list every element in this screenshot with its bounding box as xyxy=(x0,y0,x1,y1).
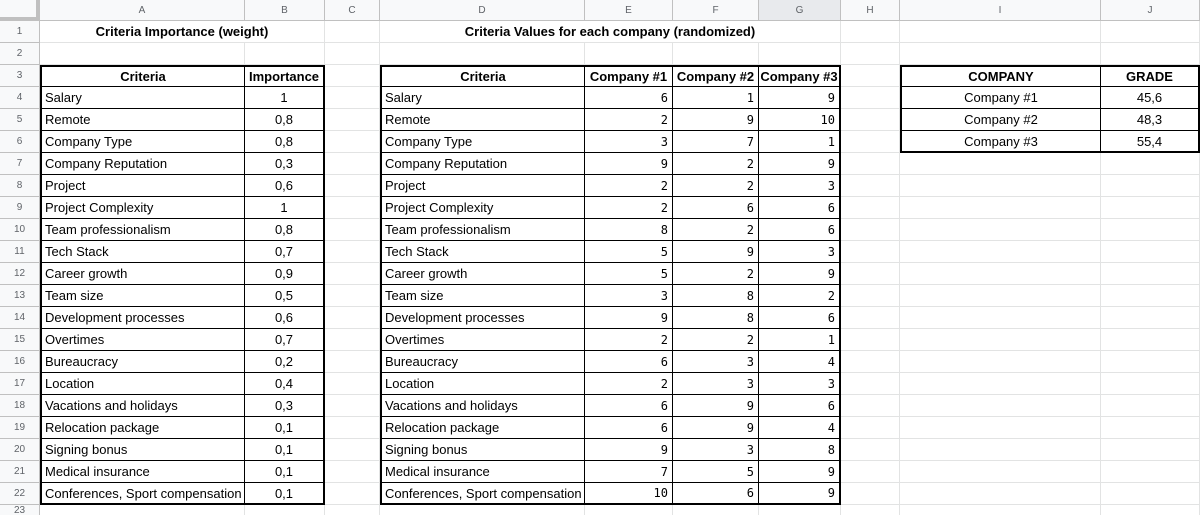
empty-cell[interactable] xyxy=(1101,153,1200,175)
values-criteria-cell[interactable]: Development processes xyxy=(380,307,585,329)
empty-cell[interactable] xyxy=(900,197,1101,219)
values-criteria-cell[interactable]: Project xyxy=(380,175,585,197)
company-2-value-cell[interactable]: 9 xyxy=(673,417,759,439)
importance-weight-cell[interactable]: 0,9 xyxy=(245,263,325,285)
company-3-value-cell[interactable]: 10 xyxy=(759,109,841,131)
column-header-c[interactable]: C xyxy=(325,0,380,21)
company-1-value-cell[interactable]: 6 xyxy=(585,351,673,373)
empty-cell[interactable] xyxy=(841,109,900,131)
empty-cell[interactable] xyxy=(1101,307,1200,329)
grade-company-cell[interactable]: Company #2 xyxy=(900,109,1101,131)
column-header-b[interactable]: B xyxy=(245,0,325,21)
importance-criteria-cell[interactable]: Career growth xyxy=(40,263,245,285)
values-criteria-cell[interactable]: Team professionalism xyxy=(380,219,585,241)
empty-cell[interactable] xyxy=(841,395,900,417)
importance-criteria-cell[interactable]: Bureaucracy xyxy=(40,351,245,373)
company-1-value-cell[interactable]: 6 xyxy=(585,87,673,109)
grade-company-cell[interactable]: Company #1 xyxy=(900,87,1101,109)
empty-cell[interactable] xyxy=(673,505,759,515)
company-2-value-cell[interactable]: 6 xyxy=(673,483,759,505)
company-3-value-cell[interactable]: 9 xyxy=(759,461,841,483)
values-header-criteria[interactable]: Criteria xyxy=(380,65,585,87)
company-2-value-cell[interactable]: 8 xyxy=(673,307,759,329)
column-header-d[interactable]: D xyxy=(380,0,585,21)
empty-cell[interactable] xyxy=(900,285,1101,307)
row-header-3[interactable]: 3 xyxy=(0,65,40,87)
importance-criteria-cell[interactable]: Project xyxy=(40,175,245,197)
company-2-value-cell[interactable]: 2 xyxy=(673,329,759,351)
importance-weight-cell[interactable]: 0,8 xyxy=(245,131,325,153)
company-1-value-cell[interactable]: 2 xyxy=(585,109,673,131)
importance-criteria-cell[interactable]: Conferences, Sport compensation xyxy=(40,483,245,505)
empty-cell[interactable] xyxy=(325,351,380,373)
company-2-value-cell[interactable]: 7 xyxy=(673,131,759,153)
empty-cell[interactable] xyxy=(841,21,900,43)
column-header-h[interactable]: H xyxy=(841,0,900,21)
importance-weight-cell[interactable]: 0,7 xyxy=(245,241,325,263)
row-header-23[interactable]: 23 xyxy=(0,505,40,515)
importance-weight-cell[interactable]: 0,6 xyxy=(245,307,325,329)
empty-cell[interactable] xyxy=(325,153,380,175)
empty-cell[interactable] xyxy=(841,373,900,395)
empty-cell[interactable] xyxy=(325,87,380,109)
importance-weight-cell[interactable]: 0,8 xyxy=(245,219,325,241)
company-2-value-cell[interactable]: 2 xyxy=(673,153,759,175)
empty-cell[interactable] xyxy=(1101,43,1200,65)
importance-weight-cell[interactable]: 0,3 xyxy=(245,153,325,175)
company-2-value-cell[interactable]: 2 xyxy=(673,219,759,241)
company-2-value-cell[interactable]: 9 xyxy=(673,395,759,417)
empty-cell[interactable] xyxy=(900,153,1101,175)
importance-weight-cell[interactable]: 0,7 xyxy=(245,329,325,351)
empty-cell[interactable] xyxy=(40,505,245,515)
values-criteria-cell[interactable]: Bureaucracy xyxy=(380,351,585,373)
empty-cell[interactable] xyxy=(1101,285,1200,307)
empty-cell[interactable] xyxy=(325,417,380,439)
grade-company-cell[interactable]: Company #3 xyxy=(900,131,1101,153)
importance-criteria-cell[interactable]: Team professionalism xyxy=(40,219,245,241)
company-3-value-cell[interactable]: 6 xyxy=(759,197,841,219)
empty-cell[interactable] xyxy=(841,153,900,175)
empty-cell[interactable] xyxy=(325,241,380,263)
values-criteria-cell[interactable]: Project Complexity xyxy=(380,197,585,219)
empty-cell[interactable] xyxy=(900,417,1101,439)
row-header-12[interactable]: 12 xyxy=(0,263,40,285)
empty-cell[interactable] xyxy=(1101,351,1200,373)
company-1-value-cell[interactable]: 8 xyxy=(585,219,673,241)
importance-weight-cell[interactable]: 0,1 xyxy=(245,439,325,461)
empty-cell[interactable] xyxy=(325,263,380,285)
empty-cell[interactable] xyxy=(841,175,900,197)
empty-cell[interactable] xyxy=(1101,219,1200,241)
row-header-11[interactable]: 11 xyxy=(0,241,40,263)
importance-weight-cell[interactable]: 0,5 xyxy=(245,285,325,307)
importance-header-criteria[interactable]: Criteria xyxy=(40,65,245,87)
empty-cell[interactable] xyxy=(380,505,585,515)
empty-cell[interactable] xyxy=(1101,373,1200,395)
company-2-value-cell[interactable]: 2 xyxy=(673,175,759,197)
empty-cell[interactable] xyxy=(325,461,380,483)
empty-cell[interactable] xyxy=(900,483,1101,505)
company-2-value-cell[interactable]: 3 xyxy=(673,351,759,373)
empty-cell[interactable] xyxy=(841,439,900,461)
grade-header-company[interactable]: COMPANY xyxy=(900,65,1101,87)
column-header-f[interactable]: F xyxy=(673,0,759,21)
empty-cell[interactable] xyxy=(900,505,1101,515)
empty-cell[interactable] xyxy=(900,461,1101,483)
company-3-value-cell[interactable]: 3 xyxy=(759,373,841,395)
empty-cell[interactable] xyxy=(900,263,1101,285)
company-1-value-cell[interactable]: 3 xyxy=(585,131,673,153)
company-1-value-cell[interactable]: 2 xyxy=(585,175,673,197)
values-criteria-cell[interactable]: Remote xyxy=(380,109,585,131)
empty-cell[interactable] xyxy=(325,175,380,197)
importance-criteria-cell[interactable]: Company Reputation xyxy=(40,153,245,175)
empty-cell[interactable] xyxy=(585,43,673,65)
empty-cell[interactable] xyxy=(1101,175,1200,197)
company-1-value-cell[interactable]: 2 xyxy=(585,197,673,219)
empty-cell[interactable] xyxy=(325,329,380,351)
row-header-9[interactable]: 9 xyxy=(0,197,40,219)
company-3-value-cell[interactable]: 9 xyxy=(759,263,841,285)
row-header-6[interactable]: 6 xyxy=(0,131,40,153)
importance-weight-cell[interactable]: 0,6 xyxy=(245,175,325,197)
column-header-a[interactable]: A xyxy=(40,0,245,21)
empty-cell[interactable] xyxy=(759,43,841,65)
row-header-1[interactable]: 1 xyxy=(0,21,40,43)
empty-cell[interactable] xyxy=(1101,483,1200,505)
column-header-j[interactable]: J xyxy=(1101,0,1200,21)
empty-cell[interactable] xyxy=(325,219,380,241)
company-2-value-cell[interactable]: 6 xyxy=(673,197,759,219)
empty-cell[interactable] xyxy=(841,285,900,307)
values-criteria-cell[interactable]: Location xyxy=(380,373,585,395)
company-3-value-cell[interactable]: 1 xyxy=(759,329,841,351)
empty-cell[interactable] xyxy=(841,87,900,109)
importance-weight-cell[interactable]: 0,1 xyxy=(245,461,325,483)
empty-cell[interactable] xyxy=(900,43,1101,65)
empty-cell[interactable] xyxy=(900,395,1101,417)
empty-cell[interactable] xyxy=(841,351,900,373)
row-header-7[interactable]: 7 xyxy=(0,153,40,175)
values-criteria-cell[interactable]: Company Reputation xyxy=(380,153,585,175)
empty-cell[interactable] xyxy=(245,505,325,515)
importance-weight-cell[interactable]: 0,3 xyxy=(245,395,325,417)
empty-cell[interactable] xyxy=(325,307,380,329)
empty-cell[interactable] xyxy=(1101,241,1200,263)
importance-criteria-cell[interactable]: Location xyxy=(40,373,245,395)
values-criteria-cell[interactable]: Vacations and holidays xyxy=(380,395,585,417)
empty-cell[interactable] xyxy=(1101,461,1200,483)
values-criteria-cell[interactable]: Team size xyxy=(380,285,585,307)
company-2-value-cell[interactable]: 9 xyxy=(673,241,759,263)
values-criteria-cell[interactable]: Company Type xyxy=(380,131,585,153)
company-1-value-cell[interactable]: 9 xyxy=(585,307,673,329)
empty-cell[interactable] xyxy=(1101,417,1200,439)
values-criteria-cell[interactable]: Medical insurance xyxy=(380,461,585,483)
company-1-value-cell[interactable]: 2 xyxy=(585,373,673,395)
values-criteria-cell[interactable]: Overtimes xyxy=(380,329,585,351)
company-3-value-cell[interactable]: 9 xyxy=(759,153,841,175)
company-2-value-cell[interactable]: 1 xyxy=(673,87,759,109)
importance-criteria-cell[interactable]: Salary xyxy=(40,87,245,109)
empty-cell[interactable] xyxy=(325,505,380,515)
row-header-4[interactable]: 4 xyxy=(0,87,40,109)
empty-cell[interactable] xyxy=(900,329,1101,351)
importance-weight-cell[interactable]: 0,2 xyxy=(245,351,325,373)
values-criteria-cell[interactable]: Tech Stack xyxy=(380,241,585,263)
empty-cell[interactable] xyxy=(1101,395,1200,417)
empty-cell[interactable] xyxy=(900,241,1101,263)
company-1-value-cell[interactable]: 10 xyxy=(585,483,673,505)
row-header-10[interactable]: 10 xyxy=(0,219,40,241)
row-header-2[interactable]: 2 xyxy=(0,43,40,65)
row-header-18[interactable]: 18 xyxy=(0,395,40,417)
values-criteria-cell[interactable]: Conferences, Sport compensation xyxy=(380,483,585,505)
row-header-21[interactable]: 21 xyxy=(0,461,40,483)
company-2-value-cell[interactable]: 3 xyxy=(673,373,759,395)
values-criteria-cell[interactable]: Relocation package xyxy=(380,417,585,439)
values-header-company-2[interactable]: Company #2 xyxy=(673,65,759,87)
importance-table-title[interactable]: Criteria Importance (weight) xyxy=(40,21,325,43)
values-header-company-3[interactable]: Company #3 xyxy=(759,65,841,87)
empty-cell[interactable] xyxy=(325,197,380,219)
company-1-value-cell[interactable]: 9 xyxy=(585,439,673,461)
empty-cell[interactable] xyxy=(900,307,1101,329)
company-1-value-cell[interactable]: 2 xyxy=(585,329,673,351)
empty-cell[interactable] xyxy=(841,197,900,219)
empty-cell[interactable] xyxy=(325,131,380,153)
empty-cell[interactable] xyxy=(900,373,1101,395)
importance-criteria-cell[interactable]: Team size xyxy=(40,285,245,307)
column-header-g[interactable]: G xyxy=(759,0,841,21)
company-3-value-cell[interactable]: 1 xyxy=(759,131,841,153)
importance-criteria-cell[interactable]: Development processes xyxy=(40,307,245,329)
values-criteria-cell[interactable]: Signing bonus xyxy=(380,439,585,461)
empty-cell[interactable] xyxy=(841,65,900,87)
empty-cell[interactable] xyxy=(585,505,673,515)
company-3-value-cell[interactable]: 9 xyxy=(759,483,841,505)
empty-cell[interactable] xyxy=(900,175,1101,197)
empty-cell[interactable] xyxy=(759,505,841,515)
empty-cell[interactable] xyxy=(841,241,900,263)
company-3-value-cell[interactable]: 4 xyxy=(759,351,841,373)
empty-cell[interactable] xyxy=(841,461,900,483)
empty-cell[interactable] xyxy=(325,109,380,131)
empty-cell[interactable] xyxy=(900,21,1101,43)
cell-c1[interactable] xyxy=(325,21,380,43)
empty-cell[interactable] xyxy=(380,43,585,65)
grade-value-cell[interactable]: 45,6 xyxy=(1101,87,1200,109)
row-header-16[interactable]: 16 xyxy=(0,351,40,373)
empty-cell[interactable] xyxy=(1101,263,1200,285)
importance-criteria-cell[interactable]: Vacations and holidays xyxy=(40,395,245,417)
row-header-5[interactable]: 5 xyxy=(0,109,40,131)
empty-cell[interactable] xyxy=(841,219,900,241)
empty-cell[interactable] xyxy=(1101,329,1200,351)
empty-cell[interactable] xyxy=(325,373,380,395)
company-3-value-cell[interactable]: 8 xyxy=(759,439,841,461)
grade-header-grade[interactable]: GRADE xyxy=(1101,65,1200,87)
importance-weight-cell[interactable]: 0,1 xyxy=(245,417,325,439)
grade-value-cell[interactable]: 48,3 xyxy=(1101,109,1200,131)
company-1-value-cell[interactable]: 9 xyxy=(585,153,673,175)
values-header-company-1[interactable]: Company #1 xyxy=(585,65,673,87)
company-3-value-cell[interactable]: 3 xyxy=(759,175,841,197)
company-1-value-cell[interactable]: 5 xyxy=(585,241,673,263)
empty-cell[interactable] xyxy=(900,351,1101,373)
importance-header-importance[interactable]: Importance xyxy=(245,65,325,87)
company-3-value-cell[interactable]: 4 xyxy=(759,417,841,439)
row-header-8[interactable]: 8 xyxy=(0,175,40,197)
company-2-value-cell[interactable]: 2 xyxy=(673,263,759,285)
company-3-value-cell[interactable]: 6 xyxy=(759,307,841,329)
importance-criteria-cell[interactable]: Medical insurance xyxy=(40,461,245,483)
grade-value-cell[interactable]: 55,4 xyxy=(1101,131,1200,153)
company-3-value-cell[interactable]: 3 xyxy=(759,241,841,263)
empty-cell[interactable] xyxy=(325,43,380,65)
empty-cell[interactable] xyxy=(1101,505,1200,515)
empty-cell[interactable] xyxy=(900,219,1101,241)
importance-criteria-cell[interactable]: Remote xyxy=(40,109,245,131)
company-2-value-cell[interactable]: 3 xyxy=(673,439,759,461)
importance-weight-cell[interactable]: 0,1 xyxy=(245,483,325,505)
empty-cell[interactable] xyxy=(841,131,900,153)
column-header-i[interactable]: I xyxy=(900,0,1101,21)
empty-cell[interactable] xyxy=(325,395,380,417)
empty-cell[interactable] xyxy=(841,307,900,329)
empty-cell[interactable] xyxy=(1101,21,1200,43)
empty-cell[interactable] xyxy=(841,505,900,515)
empty-cell[interactable] xyxy=(40,43,245,65)
row-header-15[interactable]: 15 xyxy=(0,329,40,351)
row-header-14[interactable]: 14 xyxy=(0,307,40,329)
company-3-value-cell[interactable]: 9 xyxy=(759,87,841,109)
empty-cell[interactable] xyxy=(325,483,380,505)
importance-weight-cell[interactable]: 0,4 xyxy=(245,373,325,395)
empty-cell[interactable] xyxy=(841,417,900,439)
empty-cell[interactable] xyxy=(841,329,900,351)
row-header-22[interactable]: 22 xyxy=(0,483,40,505)
company-2-value-cell[interactable]: 9 xyxy=(673,109,759,131)
company-1-value-cell[interactable]: 6 xyxy=(585,395,673,417)
company-3-value-cell[interactable]: 6 xyxy=(759,395,841,417)
company-2-value-cell[interactable]: 5 xyxy=(673,461,759,483)
values-criteria-cell[interactable]: Salary xyxy=(380,87,585,109)
row-header-19[interactable]: 19 xyxy=(0,417,40,439)
empty-cell[interactable] xyxy=(841,483,900,505)
company-2-value-cell[interactable]: 8 xyxy=(673,285,759,307)
row-header-13[interactable]: 13 xyxy=(0,285,40,307)
importance-weight-cell[interactable]: 1 xyxy=(245,87,325,109)
company-3-value-cell[interactable]: 2 xyxy=(759,285,841,307)
company-1-value-cell[interactable]: 3 xyxy=(585,285,673,307)
empty-cell[interactable] xyxy=(1101,439,1200,461)
select-all-corner[interactable] xyxy=(0,0,40,21)
company-3-value-cell[interactable]: 6 xyxy=(759,219,841,241)
importance-weight-cell[interactable]: 0,8 xyxy=(245,109,325,131)
values-table-title[interactable]: Criteria Values for each company (randomized) xyxy=(380,21,841,43)
empty-cell[interactable] xyxy=(841,263,900,285)
empty-cell[interactable] xyxy=(673,43,759,65)
row-header-17[interactable]: 17 xyxy=(0,373,40,395)
importance-weight-cell[interactable]: 1 xyxy=(245,197,325,219)
empty-cell[interactable] xyxy=(1101,197,1200,219)
empty-cell[interactable] xyxy=(245,43,325,65)
empty-cell[interactable] xyxy=(325,65,380,87)
importance-criteria-cell[interactable]: Tech Stack xyxy=(40,241,245,263)
values-criteria-cell[interactable]: Career growth xyxy=(380,263,585,285)
empty-cell[interactable] xyxy=(841,43,900,65)
empty-cell[interactable] xyxy=(325,285,380,307)
company-1-value-cell[interactable]: 6 xyxy=(585,417,673,439)
column-header-e[interactable]: E xyxy=(585,0,673,21)
empty-cell[interactable] xyxy=(900,439,1101,461)
company-1-value-cell[interactable]: 7 xyxy=(585,461,673,483)
importance-criteria-cell[interactable]: Project Complexity xyxy=(40,197,245,219)
importance-criteria-cell[interactable]: Overtimes xyxy=(40,329,245,351)
importance-criteria-cell[interactable]: Signing bonus xyxy=(40,439,245,461)
company-1-value-cell[interactable]: 5 xyxy=(585,263,673,285)
empty-cell[interactable] xyxy=(325,439,380,461)
row-header-20[interactable]: 20 xyxy=(0,439,40,461)
importance-criteria-cell[interactable]: Company Type xyxy=(40,131,245,153)
importance-criteria-cell[interactable]: Relocation package xyxy=(40,417,245,439)
